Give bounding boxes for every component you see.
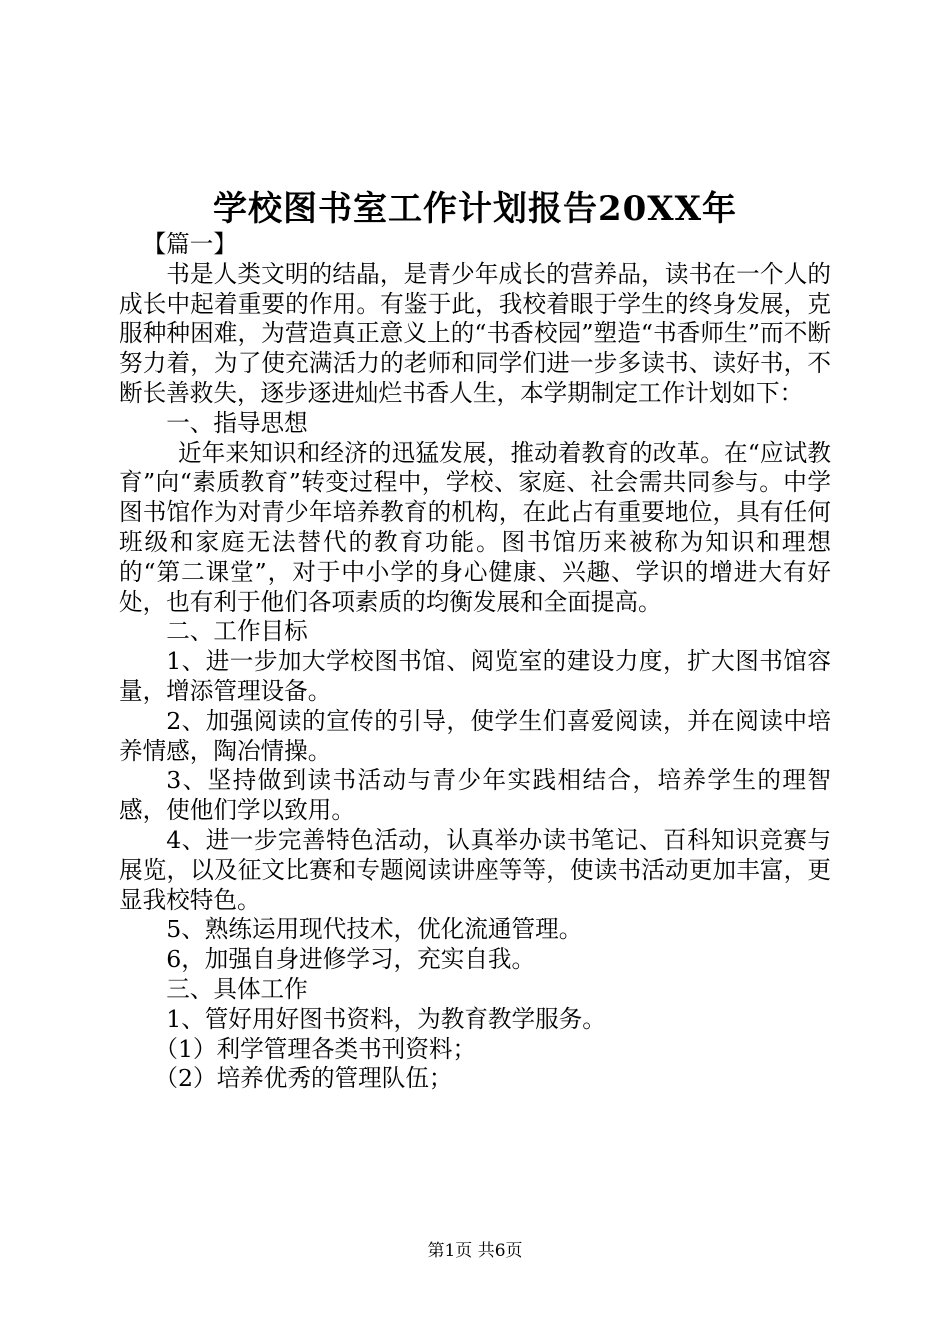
heading-specific-work: 三、具体工作 [166, 974, 308, 1003]
guiding-ideology-paragraph: 近年来知识和经济的迅猛发展，推动着教育的改革。在“应试教育”向“素质教育”转变过程中，学校、家庭、社会需共同参与。中学图书馆作为对青少年培养教育的机构，在此占有重要地位，具有任何班级和家庭无法替代的教育功能。图书馆历来被称为知识和理想的“第二课堂”，对于中小学的身心健康、兴趣、学识的增进大有好处，也有利于他们各项素质的均衡发展和全面提高。 [119, 438, 831, 616]
document-title: 学校图书室工作计划报告20XX年 [212, 189, 738, 229]
work-item-1: 1、管好用好图书资料，为教育教学服务。 [166, 1004, 606, 1033]
work-subitem-1: （1）利学管理各类书刊资料； [154, 1034, 477, 1063]
heading-work-goals: 二、工作目标 [166, 617, 308, 646]
goal-item-6: 6，加强自身进修学习，充实自我。 [166, 945, 536, 974]
heading-guiding-ideology: 一、指导思想 [166, 408, 308, 437]
goal-item-2: 2、加强阅读的宣传的引导，使学生们喜爱阅读，并在阅读中培养情感，陶冶情操。 [119, 706, 831, 765]
work-subitem-2: （2）培养优秀的管理队伍； [154, 1064, 453, 1093]
document-body [119, 230, 831, 1094]
page-number-footer: 第1页 共6页 [427, 1241, 523, 1261]
goal-item-3: 3、坚持做到读书活动与青少年实践相结合，培养学生的理智感，使他们学以致用。 [119, 766, 831, 825]
goal-item-4: 4、进一步完善特色活动，认真举办读书笔记、百科知识竞赛与展览，以及征文比赛和专题阅读讲座等等，使读书活动更加丰富，更显我校特色。 [119, 825, 831, 914]
intro-paragraph: 书是人类文明的结晶，是青少年成长的营养品，读书在一个人的成长中起着重要的作用。有鉴于此，我校着眼于学生的终身发展，克服种种困难，为营造真正意义上的“书香校园”塑造“书香师生”而不断努力着，为了使充满活力的老师和同学们进一步多读书、读好书，不断长善救失，逐步逐进灿烂书香人生，本学期制定工作计划如下： [119, 259, 831, 407]
goal-item-5: 5、熟练运用现代技术，优化流通管理。 [166, 915, 583, 944]
section-label: 【篇一】 [142, 230, 237, 258]
goal-item-1: 1、进一步加大学校图书馆、阅览室的建设力度，扩大图书馆容量，增添管理设备。 [119, 647, 831, 705]
